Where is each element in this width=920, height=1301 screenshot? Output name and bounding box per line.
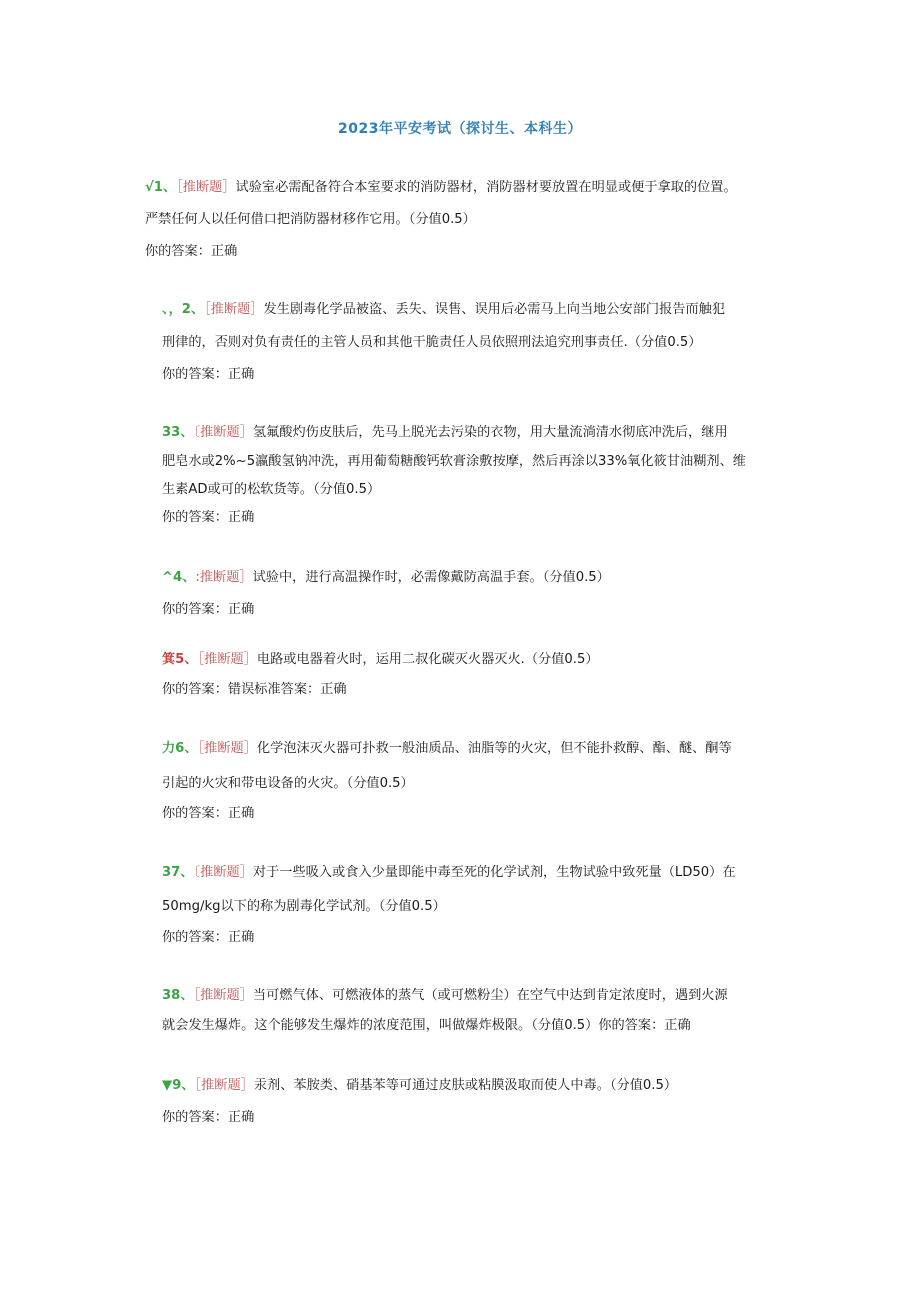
question-line: 就会发生爆炸。这个能够发生爆炸的浓度范围，叫做爆炸极限。（分值0.5）你的答案：正确 [162,1018,691,1033]
your-answer: 你的答案：正确 [162,367,255,382]
question-text: 电路或电器着火时，运用二叔化碳灭火器灭火.（分值0.5） [256,652,599,667]
question-type-tag: ［推断题］ [194,1078,254,1093]
your-answer: 你的答案：正确 [145,244,238,259]
question-mark: 力6、 [162,741,198,756]
question-mark: 箕5、 [162,652,198,667]
question-mark: 、，2、 [162,302,205,317]
question-type-tag: 〔推断题］ [193,425,253,440]
question-type-tag: ［推断题］ [197,741,257,756]
question-text: 对于一些吸入或食入少量即能中毒至死的化学试剂，生物试验中致死量（LD50）在 [252,865,736,880]
question-text: 当可燃气体、可燃液体的蒸气（或可燃粉尘）在空气中达到肯定浓度时，遇到火源 [252,988,728,1003]
question-mark: 33、 [162,425,194,440]
your-answer: 你的答案：错误标准答案：正确 [162,682,347,697]
question-text: 氢氟酸灼伤皮肤后，先马上脱光去污染的衣物，用大量流淌清水彻底冲洗后，继用 [252,425,728,440]
question-type-tag: ［推断题］ [204,302,264,317]
question-text: 发生剧毒化学品被盗、丢失、误售、误用后必需马上向当地公安部门报告而触犯 [263,302,726,317]
question-text: 汞剂、苯胺类、硝基苯等可通过皮肤或粘膜汲取而使人中毒。（分值0.5） [253,1078,678,1093]
question-line: 引起的火灾和带电设备的火灾。（分值0.5） [162,776,414,791]
question-line: 肥皂水或2%~5瀛酸氢钠冲洗，再用葡萄糖酸钙软膏涂敷按摩，然后再涂以33%氧化筱甘油糊剂、维 [162,454,746,469]
your-answer: 你的答案：正确 [162,510,255,525]
your-answer: 你的答案：正确 [162,930,255,945]
question-text: 化学泡沫灭火器可扑救一般油质品、油脂等的火灾，但不能扑救醇、酯、醚、酮等 [256,741,732,756]
question-mark: 37、 [162,865,194,880]
question-type-tag: :推断题］ [195,570,253,585]
question-text: 试验室必需配备符合本室要求的消防器材，消防器材要放置在明显或便于拿取的位置。 [235,180,737,195]
question-type-tag: 〔推断题］ [193,865,253,880]
question-line [145,181,737,194]
page-title: 2023年平安考试（探讨生、本科生） [338,121,582,137]
question-line: 50mg∕kg以下的称为剧毒化学试剂。（分值0.5） [162,899,446,914]
your-answer: 你的答案：正确 [162,806,255,821]
question-line [162,303,725,316]
question-line [162,571,610,584]
question-line: 生素AD或可的松软货等。（分值0.5） [162,482,381,497]
question-type-tag: ［推断题］ [193,988,253,1003]
question-type-tag: ［推断题］ [176,180,236,195]
your-answer: 你的答案：正确 [162,602,255,617]
question-line: 严禁任何人以任何借口把消防器材移作它用。（分值0.5） [145,212,476,227]
question-line [162,742,732,755]
question-line [162,989,728,1002]
question-line [162,426,728,439]
question-line [162,866,736,879]
question-text: 试验中，进行高温操作时，必需像戴防高温手套。（分值0.5） [252,570,610,585]
question-mark: 38、 [162,988,194,1003]
your-answer: 你的答案：正确 [162,1110,255,1125]
question-line [162,653,599,666]
question-mark: ^4、 [162,570,196,585]
question-line [162,1079,677,1092]
question-mark: ▼9、 [162,1078,195,1093]
question-type-tag: ［推断题］ [197,652,257,667]
question-mark: √1、 [145,180,177,195]
question-line: 刑律的，否则对负有责任的主管人员和其他干脆责任人员依照刑法追究刑事责任.（分值0.5） [162,335,702,350]
